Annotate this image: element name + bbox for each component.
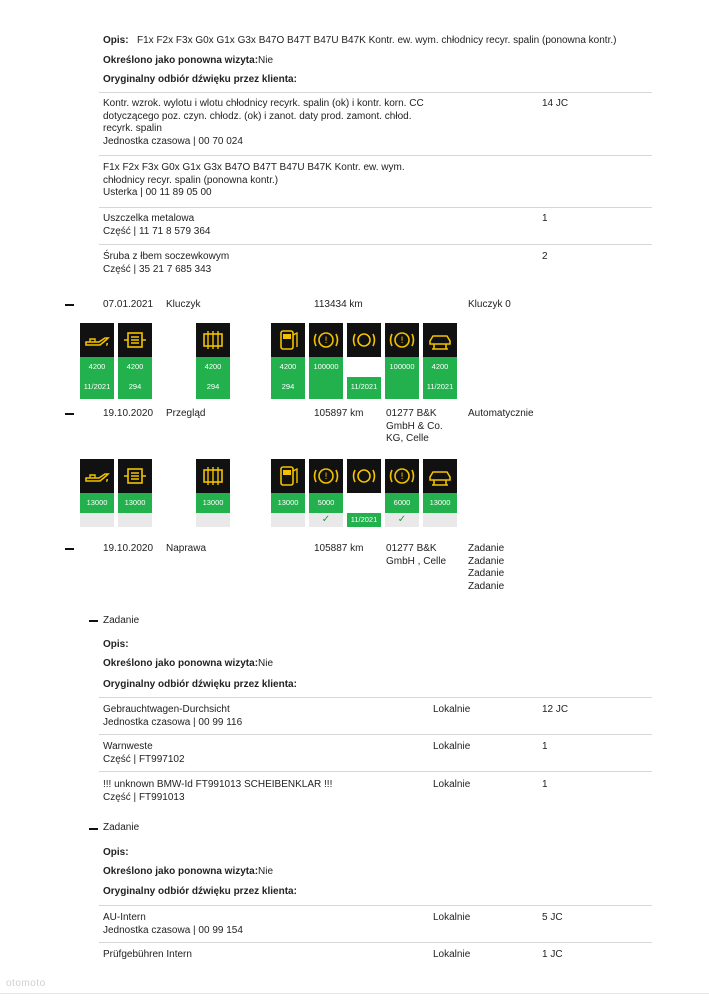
tile-value: 4200 xyxy=(118,357,152,377)
fuel-filter-icon xyxy=(118,323,152,357)
tile-value xyxy=(347,493,381,513)
tile-check: ✓ xyxy=(385,513,419,527)
tile-value: 4200 xyxy=(196,357,230,377)
list-item-text: Kontr. wzrok. wylotu i wlotu chłodnicy recyrk. spalin (ok) i kontr. korn. CC dotyczącego poz. czyn. chłodz. (ok) i zanot. daty prod. zamont. chłod. recyrk. spalin Jednostka czasowa | 00 70 024 xyxy=(103,98,424,147)
service-tile xyxy=(271,323,305,399)
list-item-location: Lokalnie xyxy=(433,949,471,960)
rear-brake-icon xyxy=(385,459,419,493)
oil-icon xyxy=(80,459,114,493)
tile-date: 11/2021 xyxy=(423,377,457,399)
service-tile xyxy=(347,323,381,399)
entry-mileage: 105887 km xyxy=(314,543,364,554)
tile-date xyxy=(309,377,343,399)
tile-value: 100000 xyxy=(385,357,419,377)
opis-label: Opis: xyxy=(103,639,129,650)
list-item-qty: 1 xyxy=(542,779,548,790)
service-tile xyxy=(196,459,230,527)
brake-fluid-icon xyxy=(347,323,381,357)
collapse-icon[interactable] xyxy=(65,304,74,306)
microfilter-icon xyxy=(271,459,305,493)
air-filter-icon xyxy=(196,459,230,493)
entry-mileage: 105897 km xyxy=(314,408,364,419)
service-tile xyxy=(385,323,419,399)
tile-date: 294 xyxy=(196,377,230,399)
service-tile xyxy=(80,323,114,399)
tile-value: 13000 xyxy=(423,493,457,513)
watermark: otomoto xyxy=(6,978,46,989)
tile-value: 5000 xyxy=(309,493,343,513)
tile-value: 4200 xyxy=(271,357,305,377)
revisit-value: Nie xyxy=(258,55,274,66)
opis-label: Opis: xyxy=(103,35,129,46)
list-item-qty: 12 JC xyxy=(542,704,569,715)
list-item-text: !!! unknown BMW-Id FT991013 SCHEIBENKLAR !!! Część | FT991013 xyxy=(103,779,333,803)
collapse-icon[interactable] xyxy=(65,548,74,550)
entry-note: Automatycznie xyxy=(468,408,534,419)
tile-date: 294 xyxy=(271,377,305,399)
tile-date: 11/2021 xyxy=(347,513,381,527)
front-brake-icon xyxy=(309,459,343,493)
tile-value: 13000 xyxy=(196,493,230,513)
entry-dealer: 01277 B&K GmbH , Celle xyxy=(386,543,447,567)
air-filter-icon xyxy=(196,323,230,357)
entry-dealer: 01277 B&K GmbH & Co. KG, Celle xyxy=(386,408,443,444)
revisit-label: Określono jako ponowna wizyta: xyxy=(103,55,259,66)
svg-text:!: ! xyxy=(324,336,328,346)
list-item-qty: 1 xyxy=(542,213,548,224)
entry-type: Kluczyk xyxy=(166,299,201,310)
list-item-text: F1x F2x F3x G0x G1x G3x B47O B47T B47U B47K Kontr. ew. wym. chłodnicy recyr. spalin (ponowna kontr.) Usterka | 00 11 89 05 00 xyxy=(103,162,405,198)
service-tile xyxy=(118,323,152,399)
list-item-location: Lokalnie xyxy=(433,704,471,715)
list-item-text: Gebrauchtwagen-Durchsicht Jednostka czasowa | 00 99 116 xyxy=(103,704,243,728)
collapse-icon[interactable] xyxy=(65,413,74,415)
collapse-task-icon[interactable] xyxy=(89,620,98,622)
entry-mileage: 113434 km xyxy=(314,299,363,310)
list-item-location: Lokalnie xyxy=(433,779,471,790)
tile-date: 11/2021 xyxy=(80,377,114,399)
brake-fluid-icon xyxy=(347,459,381,493)
service-tile xyxy=(423,323,457,399)
list-item-qty: 2 xyxy=(542,251,548,262)
task-title[interactable]: Zadanie xyxy=(103,822,140,833)
list-item-qty: 14 JC xyxy=(542,98,569,109)
original-sound-label: Oryginalny odbiór dźwięku przez klienta: xyxy=(103,74,297,85)
fuel-filter-icon xyxy=(118,459,152,493)
entry-date: 19.10.2020 xyxy=(103,408,154,419)
service-tile xyxy=(309,323,343,399)
svg-text:!: ! xyxy=(324,472,328,482)
tile-date xyxy=(385,377,419,399)
svg-text:!: ! xyxy=(400,472,404,482)
list-item-qty: 1 xyxy=(542,741,548,752)
collapse-task-icon[interactable] xyxy=(89,828,98,830)
list-item-qty: 1 JC xyxy=(542,949,563,960)
tile-check xyxy=(423,513,457,527)
revisit-value: Nie xyxy=(258,658,274,669)
opis-label: Opis: xyxy=(103,847,129,858)
vehicle-check-icon xyxy=(423,459,457,493)
original-sound-label: Oryginalny odbiór dźwięku przez klienta: xyxy=(103,886,297,897)
list-item-text: Prüfgebühren Intern xyxy=(103,949,192,960)
service-tile xyxy=(347,459,381,527)
tile-value: 13000 xyxy=(80,493,114,513)
revisit-label: Określono jako ponowna wizyta: xyxy=(103,658,259,669)
tile-value: 4200 xyxy=(80,357,114,377)
list-item-text: Śruba z łbem soczewkowym Część | 35 21 7 685 343 xyxy=(103,251,230,275)
service-tile xyxy=(271,459,305,527)
svg-text:!: ! xyxy=(400,336,404,346)
tile-check: ✓ xyxy=(309,513,343,527)
service-tile xyxy=(423,459,457,527)
entry-type: Przegląd xyxy=(166,408,206,419)
tile-check xyxy=(271,513,305,527)
tile-value: 6000 xyxy=(385,493,419,513)
list-item-location: Lokalnie xyxy=(433,741,471,752)
tile-check xyxy=(80,513,114,527)
service-tile xyxy=(80,459,114,527)
tile-date: 294 xyxy=(118,377,152,399)
service-tile xyxy=(118,459,152,527)
tile-check xyxy=(196,513,230,527)
tile-value: 100000 xyxy=(309,357,343,377)
tile-check xyxy=(118,513,152,527)
list-item-text: Uszczelka metalowa Część | 11 71 8 579 364 xyxy=(103,213,211,237)
original-sound-label: Oryginalny odbiór dźwięku przez klienta: xyxy=(103,679,297,690)
front-brake-icon xyxy=(309,323,343,357)
revisit-label: Określono jako ponowna wizyta: xyxy=(103,866,259,877)
entry-date: 19.10.2020 xyxy=(103,543,154,554)
task-title[interactable]: Zadanie xyxy=(103,615,140,626)
vehicle-check-icon xyxy=(423,323,457,357)
entry-type: Naprawa xyxy=(166,543,207,554)
list-item-location: Lokalnie xyxy=(433,912,471,923)
list-item-text: Warnweste Część | FT997102 xyxy=(103,741,185,765)
tile-value: 13000 xyxy=(271,493,305,513)
tile-value: 4200 xyxy=(423,357,457,377)
service-tile xyxy=(196,323,230,399)
service-tile xyxy=(309,459,343,527)
entry-note: Kluczyk 0 xyxy=(468,299,511,310)
microfilter-icon xyxy=(271,323,305,357)
entry-date: 07.01.2021 xyxy=(103,299,154,310)
service-tile xyxy=(385,459,419,527)
tile-value: 13000 xyxy=(118,493,152,513)
oil-icon xyxy=(80,323,114,357)
opis-text: F1x F2x F3x G0x G1x G3x B47O B47T B47U B47K Kontr. ew. wym. chłodnicy recyr. spalin (ponowna kontr.) xyxy=(137,35,617,46)
entry-note: Zadanie Zadanie Zadanie Zadanie xyxy=(468,543,505,592)
tile-date: 11/2021 xyxy=(347,377,381,399)
list-item-qty: 5 JC xyxy=(542,912,563,923)
list-item-text: AU-Intern Jednostka czasowa | 00 99 154 xyxy=(103,912,243,936)
revisit-value: Nie xyxy=(258,866,274,877)
rear-brake-icon xyxy=(385,323,419,357)
tile-value xyxy=(347,357,381,377)
